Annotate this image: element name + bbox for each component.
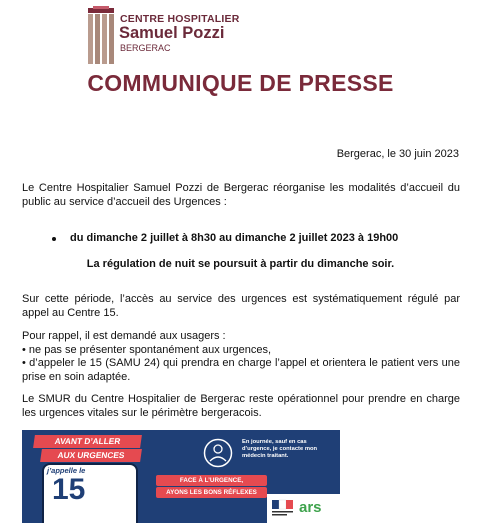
banner-tag-2: AUX URGENCES (40, 449, 142, 462)
reminder-block (22, 330, 460, 384)
schedule-bullet (52, 232, 398, 244)
logo-line-1: CENTRE HOSPITALIER (120, 13, 240, 25)
hospital-logo (88, 4, 238, 64)
banner-pill-1: FACE À L’URGENCE, (156, 475, 267, 486)
bullet-dot-icon (52, 237, 56, 241)
banner-pill-2: AYONS LES BONS RÉFLEXES (156, 487, 267, 498)
reminder-intro: Pour rappel, il est demandé aux usagers : (22, 330, 226, 342)
ars-logo: ars (299, 499, 322, 516)
dateline: Bergerac, le 30 juin 2023 (336, 148, 459, 160)
logo-columns-icon (88, 6, 115, 64)
period-paragraph: Sur cette période, l’accès au service des urgences est systématiquement régulé par appel au Centre 15. (22, 293, 460, 319)
reminder-item: • ne pas se présenter spontanément aux urgences, (22, 343, 272, 356)
emergency-banner (22, 430, 340, 523)
smur-paragraph: Le SMUR du Centre Hospitalier de Bergerac reste opérationnel pour prendre en charge les urgences vitales sur le périmètre bergeracois. (22, 393, 460, 419)
banner-number: 15 (52, 473, 86, 506)
banner-tag-1: AVANT D’ALLER (33, 435, 142, 448)
republique-francaise-logo-icon (270, 498, 296, 518)
doctor-icon (203, 438, 233, 468)
reminder-item: • d’appeler le 15 (SAMU 24) qui prendra en charge l’appel et orientera le patient vers une prise en soin adaptée. (22, 357, 460, 383)
logo-line-2: Samuel Pozzi (119, 24, 225, 42)
logo-line-3: BERGERAC (120, 43, 171, 53)
document-title: COMMUNIQUE DE PRESSE (87, 70, 394, 96)
intro-paragraph: Le Centre Hospitalier Samuel Pozzi de Bergerac réorganise les modalités d’accueil du public au service d’accueil des Urgences : (22, 182, 460, 208)
banner-appel-text: j’appelle le (47, 466, 86, 475)
regulation-note: La régulation de nuit se poursuit à partir du dimanche soir. (86, 258, 395, 270)
banner-info-text: En journée, sauf en cas d’urgence, je contacte mon médecin traitant. (242, 439, 318, 459)
schedule-text: du dimanche 2 juillet à 8h30 au dimanche 2 juillet 2023 à 19h00 (70, 232, 399, 244)
